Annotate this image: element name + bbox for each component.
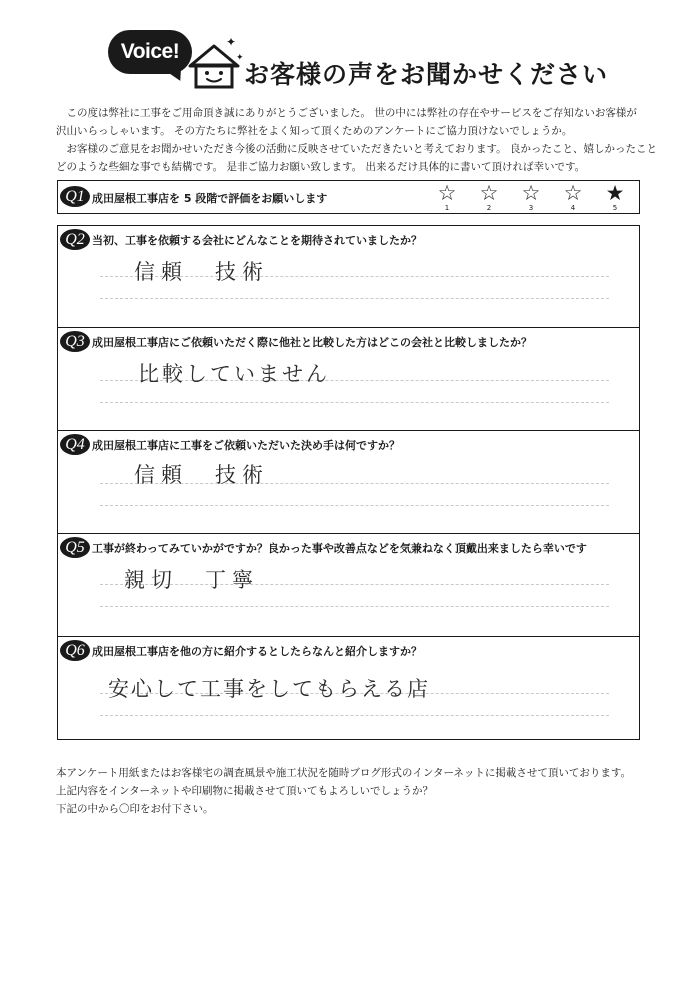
question-q2 bbox=[57, 225, 640, 328]
question-text: 成田屋根工事店に工事をご依頼いただいた決め手は何ですか？ bbox=[92, 439, 400, 452]
sparkle-icon: ✦ bbox=[226, 35, 237, 49]
question-q5 bbox=[57, 534, 640, 637]
star-icon: ☆ bbox=[563, 181, 583, 205]
question-badge: Q2 bbox=[60, 229, 90, 250]
star-label: 5 bbox=[612, 204, 618, 212]
star-label: 4 bbox=[570, 204, 576, 212]
question-q1 bbox=[57, 180, 640, 214]
handwritten-answer: 比較していません bbox=[138, 362, 330, 386]
star-2 bbox=[478, 183, 500, 212]
star-icon: ☆ bbox=[437, 181, 457, 205]
answer-line bbox=[100, 606, 609, 607]
question-q3 bbox=[57, 328, 640, 431]
handwritten-answer: 安心して工事をしてもらえる店 bbox=[108, 677, 430, 701]
star-5 bbox=[604, 183, 626, 212]
question-text: 工事が終わってみていかがですか？良かった事や改善点などを気兼ねなく頂戴出来ましたら幸いです bbox=[92, 542, 587, 555]
star-rating bbox=[436, 181, 641, 213]
voice-badge: Voice! bbox=[108, 30, 192, 74]
star-icon: ☆ bbox=[479, 181, 499, 205]
star-3 bbox=[520, 183, 542, 212]
question-badge: Q6 bbox=[60, 640, 90, 661]
handwritten-answer: 信頼 技術 bbox=[134, 463, 269, 487]
star-label: 2 bbox=[486, 204, 492, 212]
header bbox=[0, 0, 700, 95]
question-badge: Q1 bbox=[60, 186, 90, 207]
question-text: 成田屋根工事店にご依頼いただく際に他社と比較した方はどこの会社と比較しましたか？ bbox=[92, 336, 532, 349]
question-text: 成田屋根工事店を他の方に紹介するとしたらなんと紹介しますか？ bbox=[92, 645, 422, 658]
star-icon: ☆ bbox=[521, 181, 541, 205]
question-q4 bbox=[57, 431, 640, 534]
handwritten-answer: 親切 丁寧 bbox=[124, 568, 259, 592]
star-1 bbox=[436, 183, 458, 212]
intro-text: この度は弊社に工事をご用命頂き誠にありがとうございました。 世の中には弊社の存在やサービスをご存知ないお客様が 沢山いらっしゃいます。 その方たちに弊社をよく知って頂くためのアンケートにご協力頂けないでしょうか。 お客様のご意見をお聞かせいただき今後の活動に反映させていただきたいと考えております。 良かったこと、嬉しかったこと どのような些細な事でも結構です。 是非ご協力お願い致します。 出来るだけ具体的に書いて頂ければ幸いです。 bbox=[56, 107, 657, 173]
answer-line bbox=[100, 715, 609, 716]
answer-line bbox=[100, 298, 609, 299]
question-badge: Q5 bbox=[60, 537, 90, 558]
star-4 bbox=[562, 183, 584, 212]
star-label: 3 bbox=[528, 204, 534, 212]
question-text: 当初、工事を依頼する会社にどんなことを期待されていましたか？ bbox=[92, 234, 422, 247]
footer-note: 本アンケート用紙またはお客様宅の調査風景や施工状況を随時ブログ形式のインターネットに掲載させて頂いております。 上記内容をインターネットや印刷物に掲載させて頂いてもよろしいでしょうか？ 下記の中から〇印をお付下さい。 bbox=[56, 767, 632, 815]
question-text: 成田屋根工事店を 5 段階で評価をお願いします bbox=[92, 192, 328, 205]
answer-line bbox=[100, 505, 609, 506]
answer-line bbox=[100, 402, 609, 403]
question-badge: Q3 bbox=[60, 331, 90, 352]
star-label: 1 bbox=[444, 204, 450, 212]
question-badge: Q4 bbox=[60, 434, 90, 455]
handwritten-answer: 信頼 技術 bbox=[134, 260, 269, 284]
question-q6 bbox=[57, 637, 640, 740]
page-title: お客様の声をお聞かせください bbox=[244, 60, 609, 89]
sparkle-icon: ✦ bbox=[236, 53, 244, 63]
star-filled-icon: ★ bbox=[605, 181, 625, 205]
